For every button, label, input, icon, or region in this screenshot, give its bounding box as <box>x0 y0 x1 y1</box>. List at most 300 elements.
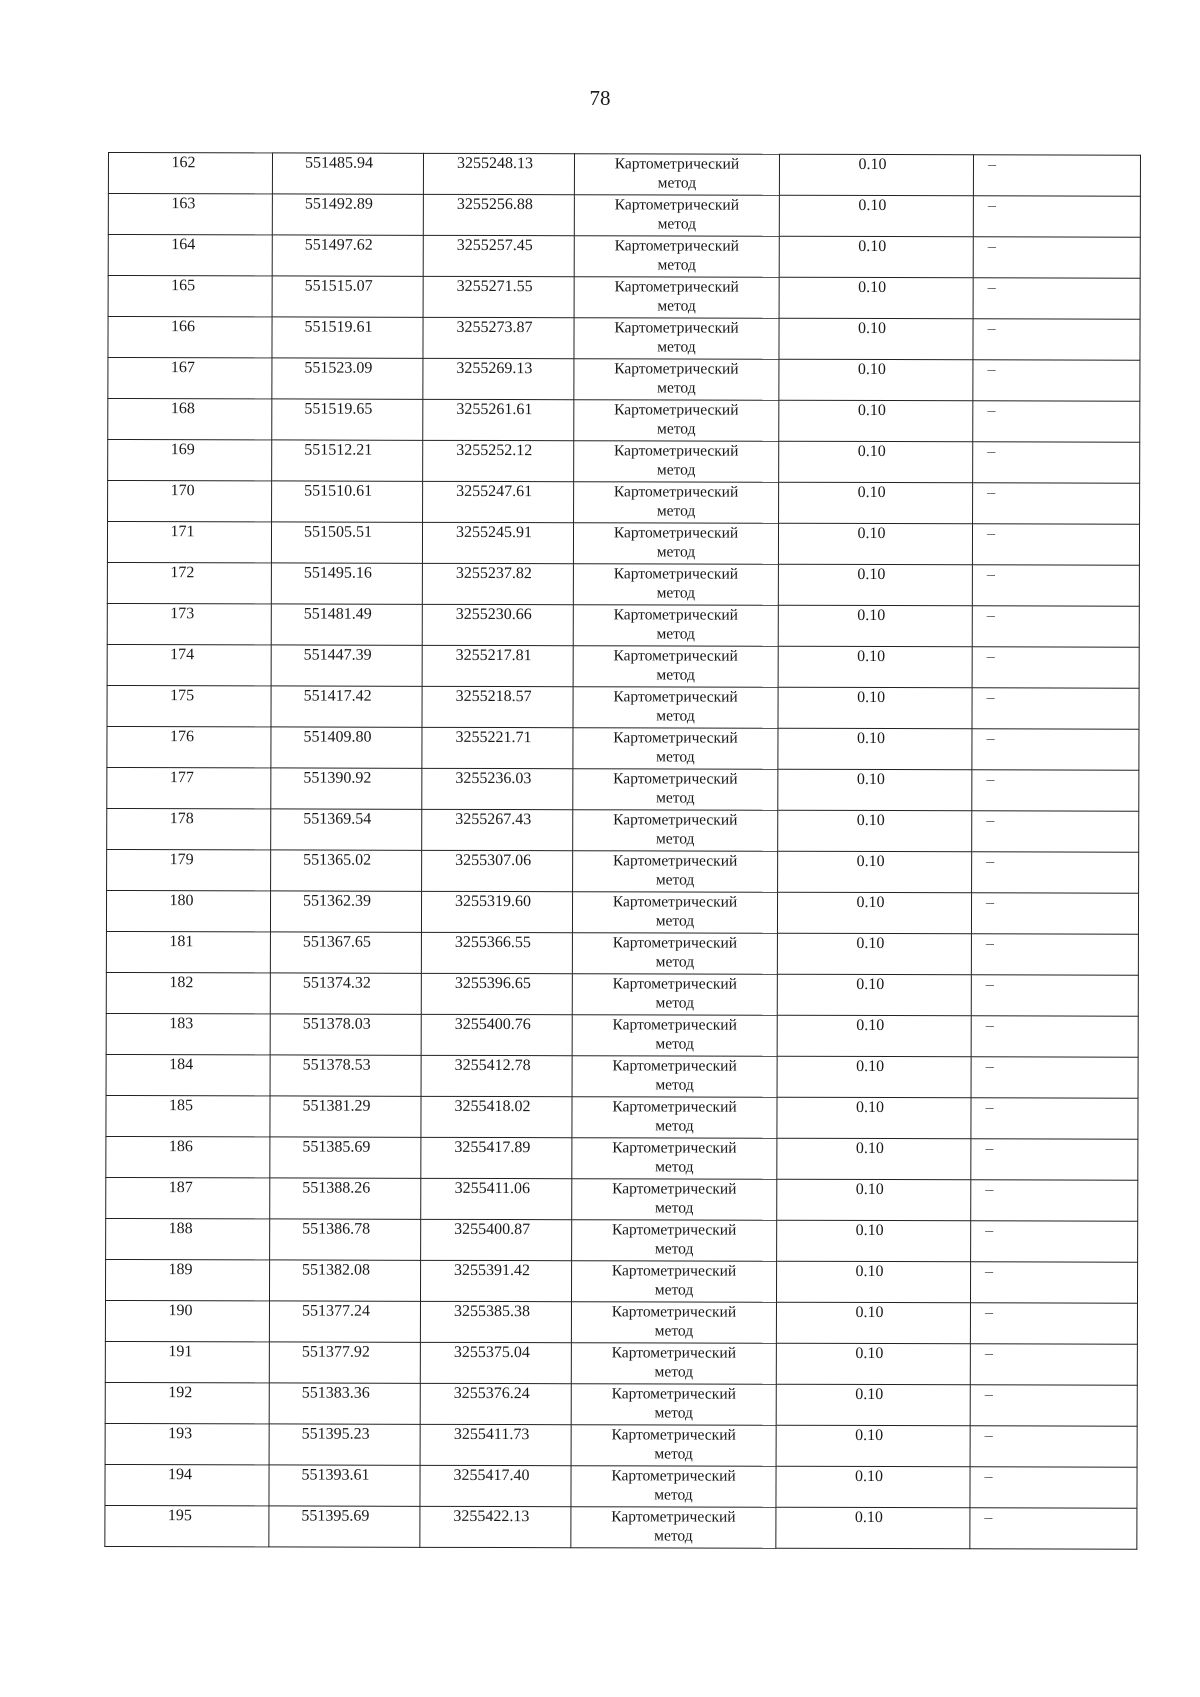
accuracy-cell: 0.10 <box>777 1097 971 1139</box>
table-row <box>108 399 1140 443</box>
description-cell: – <box>972 565 1139 606</box>
y-coordinate-cell: 3255237.82 <box>422 563 573 604</box>
point-number-cell: 192 <box>105 1382 269 1423</box>
method-cell <box>574 154 779 196</box>
accuracy-cell: 0.10 <box>778 687 972 729</box>
x-coordinate-cell: 551386.78 <box>270 1219 421 1260</box>
table-row <box>106 1136 1138 1180</box>
point-number-cell: 170 <box>108 481 272 522</box>
y-coordinate-cell: 3255245.91 <box>422 522 573 563</box>
x-coordinate-cell: 551485.94 <box>272 153 423 194</box>
y-coordinate-cell: 3255391.42 <box>420 1260 571 1301</box>
accuracy-cell: 0.10 <box>776 1507 970 1549</box>
point-number-cell: 185 <box>106 1095 270 1136</box>
x-coordinate-cell: 551385.69 <box>270 1137 421 1178</box>
description-cell: – <box>971 1221 1138 1262</box>
y-coordinate-cell: 3255261.61 <box>423 399 574 440</box>
x-coordinate-cell: 551505.51 <box>271 522 422 563</box>
description-cell: – <box>970 1508 1137 1549</box>
table-row <box>107 849 1139 893</box>
method-cell <box>574 277 779 319</box>
x-coordinate-cell: 551510.61 <box>272 481 423 522</box>
description-cell: – <box>970 1385 1137 1426</box>
point-number-cell: 187 <box>106 1177 270 1218</box>
method-label-line-2: метод <box>656 543 696 561</box>
method-label-line-1: Картометрический <box>614 155 740 173</box>
description-cell: – <box>970 1467 1137 1508</box>
x-coordinate-cell: 551378.53 <box>270 1055 421 1096</box>
table-row <box>106 1013 1138 1057</box>
x-coordinate-cell: 551362.39 <box>270 891 421 932</box>
accuracy-cell: 0.10 <box>777 892 971 934</box>
x-coordinate-cell: 551393.61 <box>269 1465 420 1506</box>
x-coordinate-cell: 551374.32 <box>270 973 421 1014</box>
description-cell: – <box>973 237 1140 278</box>
y-coordinate-cell: 3255396.65 <box>421 973 572 1014</box>
method-label-line-1: Картометрический <box>613 606 738 624</box>
y-coordinate-cell: 3255411.06 <box>421 1178 572 1219</box>
method-label-line-2: метод <box>655 953 695 971</box>
y-coordinate-cell: 3255417.40 <box>420 1465 571 1506</box>
y-coordinate-cell: 3255273.87 <box>423 317 574 358</box>
point-number-cell: 188 <box>106 1218 270 1259</box>
point-number-cell: 167 <box>108 358 272 399</box>
method-cell <box>572 1097 777 1139</box>
point-number-cell: 180 <box>106 890 270 931</box>
point-number-cell: 182 <box>106 972 270 1013</box>
method-label-line-2: метод <box>657 420 696 438</box>
point-number-cell: 189 <box>105 1259 269 1300</box>
point-number-cell: 190 <box>105 1300 269 1341</box>
accuracy-cell: 0.10 <box>779 277 973 319</box>
y-coordinate-cell: 3255267.43 <box>422 809 573 850</box>
description-cell: – <box>971 1139 1138 1180</box>
accuracy-cell: 0.10 <box>778 769 972 811</box>
x-coordinate-cell: 551377.92 <box>269 1342 420 1383</box>
point-number-cell: 168 <box>108 399 272 440</box>
method-label-line-1: Картометрический <box>614 237 739 255</box>
method-label-line-2: метод <box>656 502 696 520</box>
page-number: 78 <box>589 86 611 110</box>
y-coordinate-cell: 3255230.66 <box>422 604 573 645</box>
method-cell <box>571 1384 776 1426</box>
accuracy-cell: 0.10 <box>777 1056 971 1098</box>
method-label-line-2: метод <box>656 666 695 684</box>
method-cell <box>574 359 779 401</box>
x-coordinate-cell: 551367.65 <box>270 932 421 973</box>
method-label-line-2: метод <box>655 1035 694 1053</box>
point-number-cell: 175 <box>107 685 271 726</box>
x-coordinate-cell: 551447.39 <box>271 645 422 686</box>
accuracy-cell: 0.10 <box>779 318 973 360</box>
y-coordinate-cell: 3255256.88 <box>423 194 574 235</box>
method-cell <box>572 1179 777 1221</box>
table-row <box>108 440 1140 484</box>
table-row <box>106 972 1138 1016</box>
method-label-line-1: Картометрический <box>613 729 738 747</box>
x-coordinate-cell: 551481.49 <box>271 604 422 645</box>
y-coordinate-cell: 3255218.57 <box>422 686 573 727</box>
method-cell <box>572 1220 777 1262</box>
description-cell: – <box>973 278 1140 319</box>
accuracy-cell: 0.10 <box>777 1220 971 1262</box>
accuracy-cell: 0.10 <box>776 1343 970 1385</box>
x-coordinate-cell: 551519.61 <box>272 317 423 358</box>
description-cell: – <box>971 1016 1138 1057</box>
point-number-cell: 193 <box>105 1423 269 1464</box>
method-label-line-1: Картометрический <box>613 483 739 501</box>
description-cell: – <box>970 1426 1137 1467</box>
method-cell <box>571 1466 776 1508</box>
y-coordinate-cell: 3255400.76 <box>421 1014 572 1055</box>
method-label-line-2: метод <box>654 1486 693 1504</box>
method-label-line-1: Картометрический <box>612 1016 737 1034</box>
y-coordinate-cell: 3255319.60 <box>421 891 572 932</box>
table-row <box>106 931 1138 975</box>
x-coordinate-cell: 551383.36 <box>269 1383 420 1424</box>
point-number-cell: 176 <box>107 726 271 767</box>
accuracy-cell: 0.10 <box>779 236 973 278</box>
accuracy-cell: 0.10 <box>777 1179 971 1221</box>
x-coordinate-cell: 551519.65 <box>272 399 423 440</box>
x-coordinate-cell: 551523.09 <box>272 358 423 399</box>
method-label-line-1: Картометрический <box>611 1385 736 1403</box>
method-cell <box>574 236 779 278</box>
method-cell <box>573 769 778 811</box>
description-cell: – <box>973 442 1140 483</box>
method-label-line-2: метод <box>655 1076 694 1094</box>
table-row <box>105 1464 1137 1508</box>
table-row <box>107 603 1139 647</box>
y-coordinate-cell: 3255417.89 <box>421 1137 572 1178</box>
method-label-line-1: Картометрический <box>611 1426 736 1444</box>
method-label-line-2: метод <box>654 1363 694 1381</box>
x-coordinate-cell: 551381.29 <box>270 1096 421 1137</box>
accuracy-cell: 0.10 <box>776 1302 970 1344</box>
table-row <box>106 1095 1138 1139</box>
table-row <box>106 1054 1138 1098</box>
description-cell: – <box>971 893 1138 934</box>
method-label-line-1: Картометрический <box>611 1467 736 1485</box>
method-label-line-1: Картометрический <box>613 565 739 583</box>
description-cell: – <box>972 688 1139 729</box>
table-row <box>106 890 1138 934</box>
description-cell: – <box>973 196 1140 237</box>
method-label-line-1: Картометрический <box>614 278 739 296</box>
method-label-line-2: метод <box>655 912 695 930</box>
accuracy-cell: 0.10 <box>776 1261 970 1303</box>
method-label-line-2: метод <box>657 215 697 233</box>
method-label-line-2: метод <box>656 707 695 725</box>
accuracy-cell: 0.10 <box>776 1384 970 1426</box>
table-row <box>108 317 1140 361</box>
y-coordinate-cell: 3255217.81 <box>422 645 573 686</box>
method-label-line-2: метод <box>657 379 696 397</box>
method-label-line-1: Картометрический <box>611 1508 736 1526</box>
description-cell: – <box>973 483 1140 524</box>
y-coordinate-cell: 3255375.04 <box>420 1342 571 1383</box>
method-cell <box>573 851 778 893</box>
method-label-line-1: Картометрический <box>613 770 738 788</box>
y-coordinate-cell: 3255236.03 <box>422 768 573 809</box>
x-coordinate-cell: 551390.92 <box>271 768 422 809</box>
y-coordinate-cell: 3255376.24 <box>420 1383 571 1424</box>
y-coordinate-cell: 3255385.38 <box>420 1301 571 1342</box>
point-number-cell: 195 <box>105 1505 269 1546</box>
accuracy-cell: 0.10 <box>777 1138 971 1180</box>
table-row <box>108 153 1140 197</box>
method-label-line-1: Картометрический <box>611 1262 737 1280</box>
y-coordinate-cell: 3255247.61 <box>423 481 574 522</box>
accuracy-cell: 0.10 <box>778 523 972 565</box>
method-cell <box>573 523 778 565</box>
description-cell: – <box>972 852 1139 893</box>
description-cell: – <box>971 934 1138 975</box>
coordinates-table-body <box>105 153 1141 1550</box>
table-row <box>107 685 1139 729</box>
description-cell: – <box>973 401 1140 442</box>
table-row <box>106 1218 1138 1262</box>
table-row <box>108 481 1140 525</box>
x-coordinate-cell: 551388.26 <box>270 1178 421 1219</box>
method-cell <box>572 1138 777 1180</box>
method-label-line-1: Картометрический <box>612 893 738 911</box>
method-cell <box>571 1507 776 1549</box>
accuracy-cell: 0.10 <box>778 728 972 770</box>
method-cell <box>571 1343 776 1385</box>
description-cell: – <box>972 811 1139 852</box>
table-row <box>107 726 1139 770</box>
method-label-line-1: Картометрический <box>612 975 738 993</box>
x-coordinate-cell: 551495.16 <box>271 563 422 604</box>
method-cell <box>571 1261 776 1303</box>
method-label-line-2: метод <box>654 1404 693 1422</box>
accuracy-cell: 0.10 <box>776 1425 970 1467</box>
accuracy-cell: 0.10 <box>779 195 973 237</box>
method-cell <box>572 1015 777 1057</box>
table-row <box>107 644 1139 688</box>
y-coordinate-cell: 3255271.55 <box>423 276 574 317</box>
method-label-line-2: метод <box>654 1322 694 1340</box>
table-row <box>108 194 1140 238</box>
method-cell <box>571 1302 776 1344</box>
accuracy-cell: 0.10 <box>779 400 973 442</box>
table-row <box>107 767 1139 811</box>
description-cell: – <box>973 319 1140 360</box>
accuracy-cell: 0.10 <box>778 810 972 852</box>
description-cell: – <box>971 1180 1138 1221</box>
method-cell <box>574 400 779 442</box>
method-label-line-1: Картометрический <box>612 1057 737 1075</box>
y-coordinate-cell: 3255269.13 <box>423 358 574 399</box>
point-number-cell: 169 <box>108 440 272 481</box>
method-label-line-1: Картометрический <box>613 524 739 542</box>
method-label-line-1: Картометрический <box>612 1180 737 1198</box>
accuracy-cell: 0.10 <box>779 359 973 401</box>
description-cell: – <box>971 1098 1138 1139</box>
point-number-cell: 184 <box>106 1054 270 1095</box>
method-label-line-1: Картометрический <box>614 196 740 214</box>
method-label-line-2: метод <box>655 994 695 1012</box>
accuracy-cell: 0.10 <box>779 441 973 483</box>
method-label-line-1: Картометрический <box>612 1139 737 1157</box>
method-label-line-2: метод <box>657 174 697 192</box>
table-row <box>107 522 1139 566</box>
method-label-line-2: метод <box>654 1281 694 1299</box>
x-coordinate-cell: 551512.21 <box>272 440 423 481</box>
point-number-cell: 194 <box>105 1464 269 1505</box>
x-coordinate-cell: 551417.42 <box>271 686 422 727</box>
method-label-line-2: метод <box>657 338 696 356</box>
point-number-cell: 166 <box>108 317 272 358</box>
method-label-line-2: метод <box>657 256 696 274</box>
method-label-line-2: метод <box>654 1199 694 1217</box>
method-label-line-1: Картометрический <box>613 688 738 706</box>
x-coordinate-cell: 551492.89 <box>272 194 423 235</box>
point-number-cell: 179 <box>107 849 271 890</box>
description-cell: – <box>972 606 1139 647</box>
point-number-cell: 165 <box>108 276 272 317</box>
x-coordinate-cell: 551409.80 <box>271 727 422 768</box>
y-coordinate-cell: 3255422.13 <box>420 1506 571 1547</box>
y-coordinate-cell: 3255411.73 <box>420 1424 571 1465</box>
method-cell <box>572 933 777 975</box>
table-row <box>105 1259 1137 1303</box>
method-label-line-2: метод <box>656 584 696 602</box>
method-cell <box>572 1056 777 1098</box>
point-number-cell: 171 <box>107 522 271 563</box>
method-label-line-2: метод <box>655 1158 694 1176</box>
y-coordinate-cell: 3255400.87 <box>421 1219 572 1260</box>
x-coordinate-cell: 551515.07 <box>272 276 423 317</box>
x-coordinate-cell: 551377.24 <box>269 1301 420 1342</box>
y-coordinate-cell: 3255221.71 <box>422 727 573 768</box>
table-row <box>108 235 1140 279</box>
table-row <box>107 562 1139 606</box>
point-number-cell: 178 <box>107 808 271 849</box>
description-cell: – <box>970 1262 1137 1303</box>
method-label-line-1: Картометрический <box>614 401 739 419</box>
method-cell <box>574 482 779 524</box>
method-cell <box>571 1425 776 1467</box>
table-row <box>107 808 1139 852</box>
x-coordinate-cell: 551378.03 <box>270 1014 421 1055</box>
x-coordinate-cell: 551382.08 <box>269 1260 420 1301</box>
description-cell: – <box>972 524 1139 565</box>
y-coordinate-cell: 3255257.45 <box>423 235 574 276</box>
table-row <box>105 1423 1137 1467</box>
method-label-line-2: метод <box>656 789 695 807</box>
point-number-cell: 164 <box>108 235 272 276</box>
x-coordinate-cell: 551365.02 <box>271 850 422 891</box>
method-cell <box>574 318 779 360</box>
method-cell <box>573 810 778 852</box>
point-number-cell: 174 <box>107 644 271 685</box>
point-number-cell: 181 <box>106 931 270 972</box>
accuracy-cell: 0.10 <box>777 933 971 975</box>
method-cell <box>573 564 778 606</box>
point-number-cell: 186 <box>106 1136 270 1177</box>
y-coordinate-cell: 3255248.13 <box>423 153 574 194</box>
table-row <box>105 1505 1137 1549</box>
method-label-line-2: метод <box>654 1527 693 1545</box>
accuracy-cell: 0.10 <box>778 564 972 606</box>
accuracy-cell: 0.10 <box>776 1466 970 1508</box>
method-label-line-2: метод <box>656 461 696 479</box>
method-cell <box>574 441 779 483</box>
table-row <box>105 1341 1137 1385</box>
method-label-line-1: Картометрический <box>612 852 738 870</box>
description-cell: – <box>972 647 1139 688</box>
table-row <box>108 358 1140 402</box>
method-label-line-1: Картометрический <box>614 360 739 378</box>
table-row <box>105 1300 1137 1344</box>
description-cell: – <box>970 1303 1137 1344</box>
method-cell <box>573 687 778 729</box>
method-label-line-1: Картометрический <box>611 1303 737 1321</box>
x-coordinate-cell: 551395.23 <box>269 1424 420 1465</box>
table-row <box>106 1177 1138 1221</box>
point-number-cell: 162 <box>108 153 272 194</box>
method-label-line-1: Картометрический <box>611 1221 737 1239</box>
accuracy-cell: 0.10 <box>778 646 972 688</box>
point-number-cell: 163 <box>108 194 272 235</box>
point-number-cell: 173 <box>107 603 271 644</box>
method-label-line-2: метод <box>655 1117 694 1135</box>
y-coordinate-cell: 3255418.02 <box>421 1096 572 1137</box>
method-label-line-2: метод <box>656 625 695 643</box>
point-number-cell: 191 <box>105 1341 269 1382</box>
method-label-line-1: Картометрический <box>613 811 738 829</box>
y-coordinate-cell: 3255412.78 <box>421 1055 572 1096</box>
description-cell: – <box>973 155 1140 196</box>
accuracy-cell: 0.10 <box>777 974 971 1016</box>
method-label-line-1: Картометрический <box>613 647 738 665</box>
method-cell <box>573 605 778 647</box>
method-label-line-1: Картометрический <box>612 934 738 952</box>
table-row <box>108 276 1140 320</box>
point-number-cell: 183 <box>106 1013 270 1054</box>
method-label-line-2: метод <box>654 1445 693 1463</box>
method-label-line-1: Картометрический <box>614 319 739 337</box>
accuracy-cell: 0.10 <box>778 851 972 893</box>
accuracy-cell: 0.10 <box>777 1015 971 1057</box>
table-row <box>105 1382 1137 1426</box>
method-label-line-2: метод <box>655 830 695 848</box>
method-cell <box>574 195 779 237</box>
y-coordinate-cell: 3255252.12 <box>423 440 574 481</box>
method-label-line-2: метод <box>656 748 695 766</box>
accuracy-cell: 0.10 <box>778 605 972 647</box>
x-coordinate-cell: 551369.54 <box>271 809 422 850</box>
accuracy-cell: 0.10 <box>779 482 973 524</box>
y-coordinate-cell: 3255366.55 <box>421 932 572 973</box>
x-coordinate-cell: 551395.69 <box>269 1506 420 1547</box>
method-label-line-1: Картометрический <box>614 442 739 460</box>
description-cell: – <box>971 1057 1138 1098</box>
method-label-line-2: метод <box>655 871 695 889</box>
x-coordinate-cell: 551497.62 <box>272 235 423 276</box>
method-label-line-1: Картометрический <box>612 1098 737 1116</box>
description-cell: – <box>971 975 1138 1016</box>
description-cell: – <box>973 360 1140 401</box>
method-label-line-2: метод <box>657 297 696 315</box>
method-cell <box>572 892 777 934</box>
description-cell: – <box>970 1344 1137 1385</box>
point-number-cell: 177 <box>107 767 271 808</box>
point-number-cell: 172 <box>107 562 271 603</box>
method-cell <box>573 728 778 770</box>
